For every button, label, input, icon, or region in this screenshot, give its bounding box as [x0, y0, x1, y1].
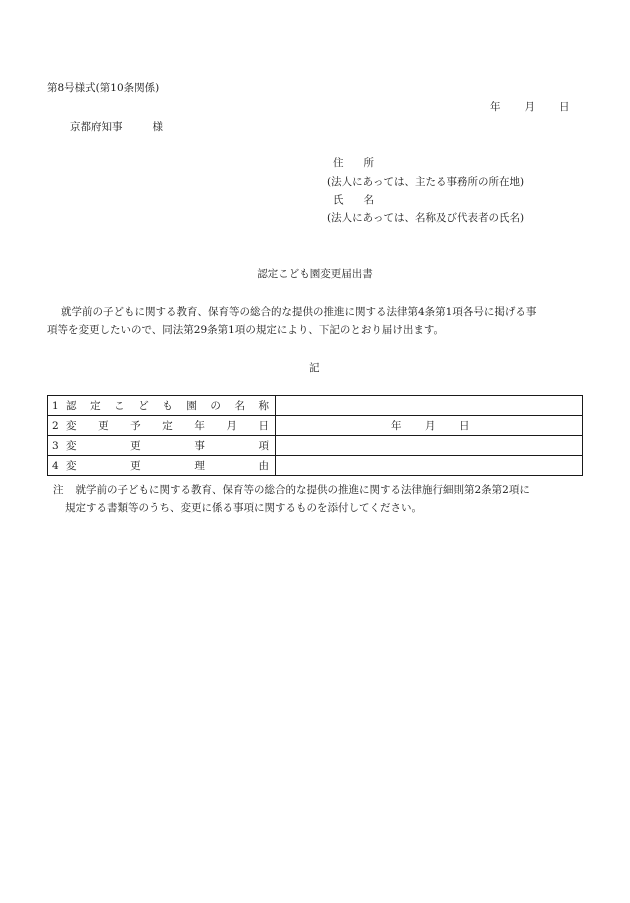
document-title: 認定こども園変更届出書 — [257, 268, 373, 280]
value-year-label: 年 — [391, 420, 402, 432]
note-text-1: 就学前の子どもに関する教育、保育等の総合的な提供の推進に関する法律施行細則第2条第2項に — [75, 484, 530, 496]
label-char: 理 — [194, 459, 205, 472]
form-number: 第8号様式(第10条関係) — [47, 82, 160, 94]
label-char: 名 — [234, 399, 245, 412]
label-char: 更 — [98, 419, 109, 432]
addressee-name: 京都府知事 — [70, 121, 123, 133]
address-label-char-1: 住 — [333, 157, 344, 169]
row-label-cell — [48, 456, 276, 476]
row-number: 4 — [52, 459, 59, 472]
applicant-address-note: (法人にあっては、主たる事務所の所在地) — [327, 176, 525, 188]
ki-label: 記 — [309, 362, 320, 374]
label-char: 更 — [130, 459, 141, 472]
date-year-label: 年 — [490, 101, 501, 113]
label-char: 日 — [258, 419, 269, 432]
row-label-cell — [48, 416, 276, 436]
row-number: 3 — [52, 439, 59, 452]
note-line-2: 規定する書類等のうち、変更に係る事項に関するものを添付してください。 — [65, 502, 422, 514]
label-char: 園 — [186, 399, 197, 412]
table-row — [48, 436, 583, 456]
body-line-2: 項等を変更したいので、同法第29条第1項の規定により、下記のとおり届け出ます。 — [47, 324, 444, 336]
row-number: 1 — [52, 399, 59, 412]
label-char: 定 — [162, 419, 173, 432]
table-row — [48, 416, 583, 436]
row-label — [66, 460, 269, 472]
name-label-char-1: 氏 — [333, 194, 344, 206]
table-row — [48, 456, 583, 476]
value-month-label: 月 — [425, 420, 436, 432]
value-day-label: 日 — [459, 420, 470, 432]
date-month-label: 月 — [524, 101, 535, 113]
label-char: 年 — [194, 419, 205, 432]
label-char: 変 — [66, 419, 77, 432]
label-char: 事 — [194, 439, 205, 452]
row-label — [66, 420, 269, 432]
label-char: ど — [138, 399, 149, 412]
name-label-char-2: 名 — [363, 194, 374, 206]
label-char: 認 — [66, 399, 77, 412]
change-reason-value[interactable] — [276, 456, 583, 476]
applicant-address-label — [333, 157, 374, 169]
change-item-value[interactable] — [276, 436, 583, 456]
addressee — [70, 121, 163, 133]
addressee-honorific: 様 — [152, 121, 163, 133]
label-char: 項 — [258, 439, 269, 452]
label-char: 月 — [226, 419, 237, 432]
applicant-name-label — [333, 194, 374, 206]
table-row — [48, 396, 583, 416]
address-label-char-2: 所 — [363, 157, 374, 169]
label-char: 変 — [66, 459, 77, 472]
label-char: 予 — [130, 419, 141, 432]
row-label-cell — [48, 396, 276, 416]
facility-name-value[interactable] — [276, 396, 583, 416]
label-char: こ — [114, 399, 125, 412]
label-char: も — [162, 399, 173, 412]
note-label: 注 — [53, 484, 64, 496]
applicant-name-note: (法人にあっては、名称及び代表者の氏名) — [327, 212, 525, 224]
label-char: 定 — [90, 399, 101, 412]
header-date — [490, 101, 570, 113]
row-label-cell — [48, 436, 276, 456]
body-line-1: 就学前の子どもに関する教育、保育等の総合的な提供の推進に関する法律第4条第1項各号に掲げる事 — [61, 306, 537, 318]
label-char: 変 — [66, 439, 77, 452]
label-char: 称 — [258, 399, 269, 412]
date-day-label: 日 — [559, 101, 570, 113]
row-label — [66, 440, 269, 452]
label-char: 更 — [130, 439, 141, 452]
form-table — [47, 395, 583, 476]
scheduled-date-value[interactable] — [276, 416, 583, 436]
label-char: の — [210, 399, 221, 412]
label-char: 由 — [258, 459, 269, 472]
row-label — [66, 400, 269, 412]
row-number: 2 — [52, 419, 59, 432]
note-line-1 — [53, 484, 530, 496]
